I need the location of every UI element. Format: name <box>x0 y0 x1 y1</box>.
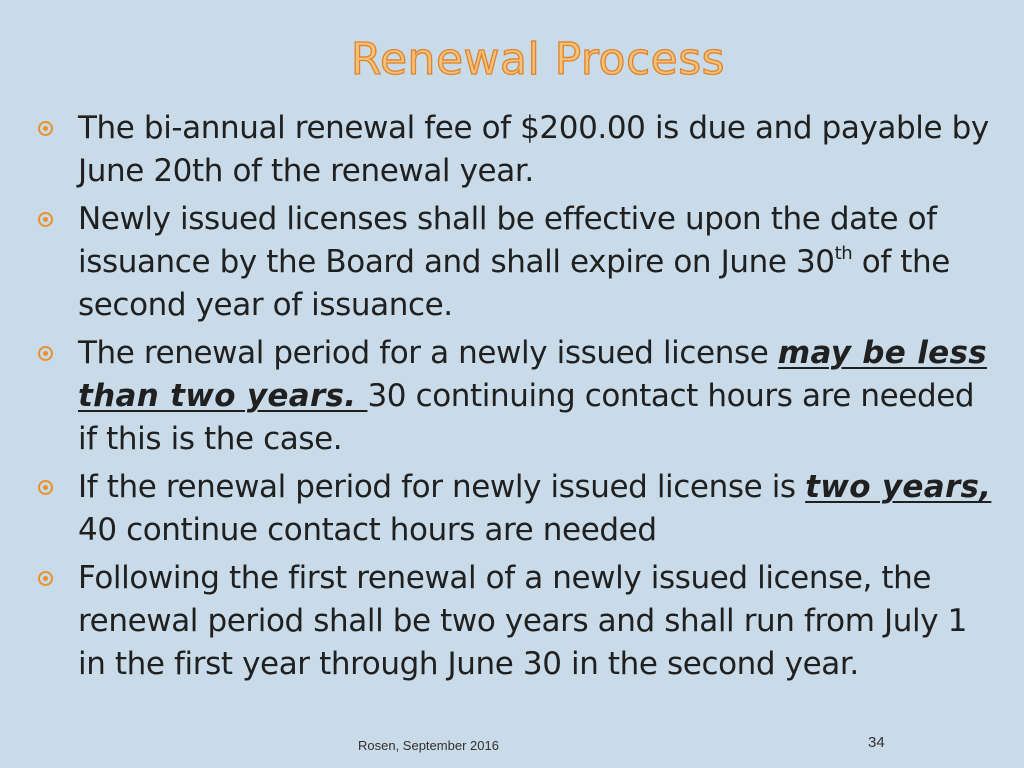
emphasis-text: two years, <box>805 469 992 505</box>
target-circle-icon <box>38 121 53 136</box>
bullet-text: If the renewal period for newly issued license is <box>78 469 806 505</box>
footer-author: Rosen, September 2016 <box>358 738 499 753</box>
superscript-th: th <box>834 243 853 264</box>
bullet-item-short-period <box>0 332 1000 461</box>
bullet-text-continued: 40 continue contact hours are needed <box>78 512 657 548</box>
bullet-item-effective-date <box>0 198 1000 327</box>
emphasis-text: may be less than two years. <box>78 335 987 414</box>
bullet-text: Following the first renewal of a newly issued license, the renewal period shall be two years and shall run from July 1 in the first year through June 30 in the second year. <box>78 560 967 682</box>
bullet-text-continued: 30 continuing contact hours are needed if this is the case. <box>78 378 975 457</box>
bullet-text: The renewal period for a newly issued license <box>78 335 778 371</box>
target-circle-icon <box>38 480 53 495</box>
bullet-text-continued: of the second year of issuance. <box>78 244 950 323</box>
slide-title: Renewal Process <box>350 34 726 85</box>
target-circle-icon <box>38 212 53 227</box>
bullet-text: The bi-annual renewal fee of $200.00 is due and payable by June 20th of the renewal year. <box>78 110 989 189</box>
bullet-text: Newly issued licenses shall be effective upon the date of issuance by the Board and shall expire on June 30 <box>78 201 937 280</box>
page-number: 34 <box>868 734 885 751</box>
bullet-item-following-renewal <box>0 557 1000 686</box>
bullet-list <box>0 107 1000 691</box>
bullet-item-two-year-period <box>0 466 1000 552</box>
bullet-item-fee <box>0 107 1000 193</box>
target-circle-icon <box>38 346 53 361</box>
target-circle-icon <box>38 571 53 586</box>
